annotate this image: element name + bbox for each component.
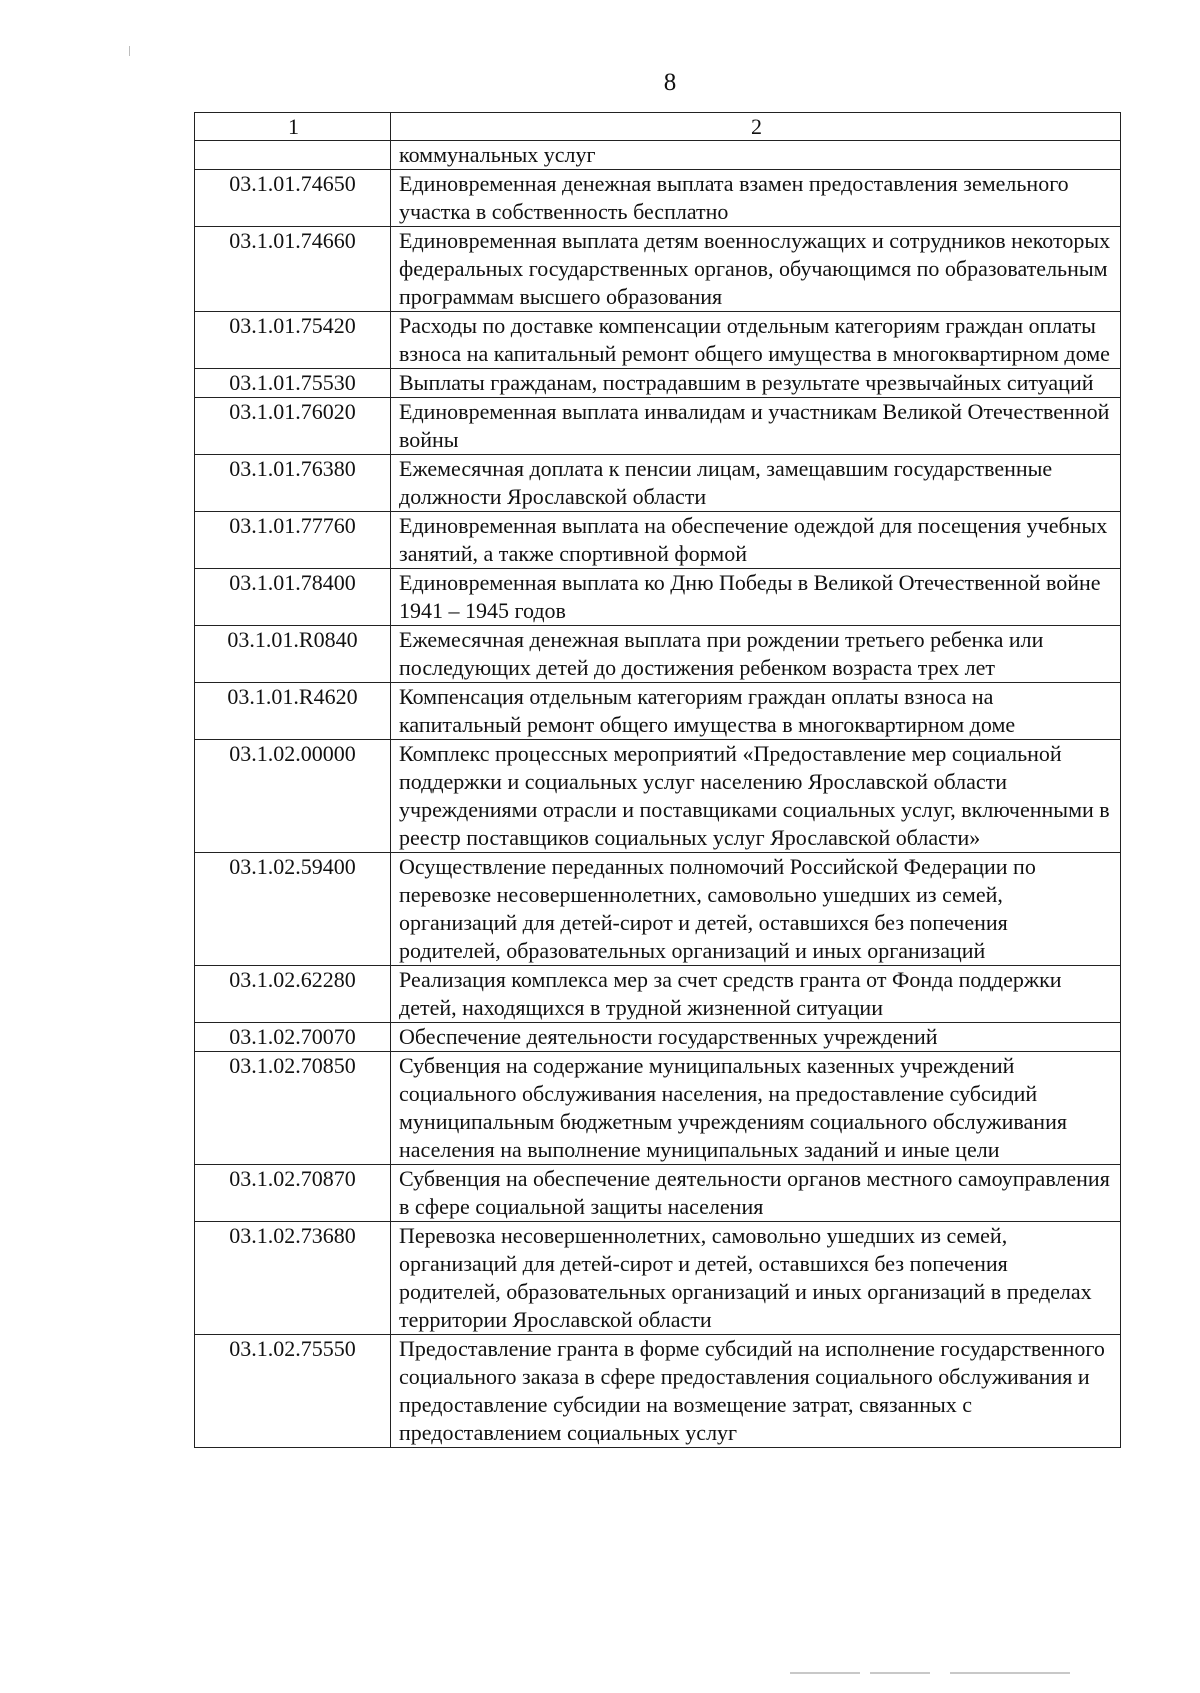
column-header-code: 1: [195, 113, 391, 141]
row-description-cell: Реализация комплекса мер за счет средств гранта от Фонда поддержки детей, находящихся в трудной жизненной ситуации: [391, 966, 1121, 1023]
row-code-cell: 03.1.01.74660: [195, 227, 391, 312]
row-code-cell: 03.1.01.R4620: [195, 683, 391, 740]
row-code-cell: 03.1.02.73680: [195, 1222, 391, 1335]
row-description-cell: Комплекс процессных мероприятий «Предоставление мер социальной поддержки и социальных услуг населению Ярославской области учреждениями отрасли и поставщиками социальных услуг, включенными в реестр поставщиков социальных услуг Ярославской области»: [391, 740, 1121, 853]
table-row: [195, 1023, 1121, 1052]
table-row: [195, 141, 1121, 170]
row-description-cell: Выплаты гражданам, пострадавшим в результате чрезвычайных ситуаций: [391, 369, 1121, 398]
row-code-cell: 03.1.02.70070: [195, 1023, 391, 1052]
table-row: [195, 369, 1121, 398]
budget-classification-table: [194, 112, 1121, 1448]
row-description-cell: Субвенция на обеспечение деятельности органов местного самоуправления в сфере социальной защиты населения: [391, 1165, 1121, 1222]
row-code-cell: 03.1.01.R0840: [195, 626, 391, 683]
column-header-description: 2: [391, 113, 1121, 141]
table-row: [195, 312, 1121, 369]
table-header-row: [195, 113, 1121, 141]
table-row: [195, 1165, 1121, 1222]
table-row: [195, 170, 1121, 227]
table-row: [195, 853, 1121, 966]
row-code-cell: 03.1.02.62280: [195, 966, 391, 1023]
row-code-cell: 03.1.01.75530: [195, 369, 391, 398]
table-row: [195, 398, 1121, 455]
row-description-cell: Компенсация отдельным категориям граждан оплаты взноса на капитальный ремонт общего имущества в многоквартирном доме: [391, 683, 1121, 740]
table-row: [195, 966, 1121, 1023]
row-code-cell: 03.1.02.70870: [195, 1165, 391, 1222]
row-code-cell: 03.1.01.76380: [195, 455, 391, 512]
row-code-cell: 03.1.02.59400: [195, 853, 391, 966]
row-description-cell: Ежемесячная денежная выплата при рождении третьего ребенка или последующих детей до достижения ребенком возраста трех лет: [391, 626, 1121, 683]
table-row: [195, 227, 1121, 312]
row-code-cell: 03.1.01.78400: [195, 569, 391, 626]
row-description-cell: Предоставление гранта в форме субсидий на исполнение государственного социального заказа в сфере предоставления социального обслуживания и предоставление субсидии на возмещение затрат, связанных с предоставлением социальных услуг: [391, 1335, 1121, 1448]
table-row: [195, 683, 1121, 740]
table-row: [195, 512, 1121, 569]
row-code-cell: 03.1.01.76020: [195, 398, 391, 455]
table-row: [195, 1335, 1121, 1448]
row-description-cell: Единовременная выплата инвалидам и участникам Великой Отечественной войны: [391, 398, 1121, 455]
table-row: [195, 626, 1121, 683]
row-code-cell: 03.1.01.74650: [195, 170, 391, 227]
row-description-cell: Расходы по доставке компенсации отдельным категориям граждан оплаты взноса на капитальный ремонт общего имущества в многоквартирном доме: [391, 312, 1121, 369]
row-code-cell: 03.1.01.75420: [195, 312, 391, 369]
row-code-cell: [195, 141, 391, 170]
scan-margin-mark: [129, 46, 130, 56]
scan-bottom-marks: [790, 1672, 1170, 1675]
table-row: [195, 1052, 1121, 1165]
row-description-cell: Единовременная выплата ко Дню Победы в Великой Отечественной войне 1941 – 1945 годов: [391, 569, 1121, 626]
row-description-cell: Единовременная денежная выплата взамен предоставления земельного участка в собственность бесплатно: [391, 170, 1121, 227]
table-row: [195, 569, 1121, 626]
row-code-cell: 03.1.01.77760: [195, 512, 391, 569]
row-description-cell: коммунальных услуг: [391, 141, 1121, 170]
row-description-cell: Ежемесячная доплата к пенсии лицам, замещавшим государственные должности Ярославской области: [391, 455, 1121, 512]
table-row: [195, 740, 1121, 853]
row-code-cell: 03.1.02.00000: [195, 740, 391, 853]
table-body: [195, 113, 1121, 1448]
row-description-cell: Обеспечение деятельности государственных учреждений: [391, 1023, 1121, 1052]
row-description-cell: Субвенция на содержание муниципальных казенных учреждений социального обслуживания населения, на предоставление субсидий муниципальным бюджетным учреждениям социального обслуживания населения на выполнение муниципальных заданий и иные цели: [391, 1052, 1121, 1165]
page-number: 8: [663, 69, 677, 96]
row-code-cell: 03.1.02.70850: [195, 1052, 391, 1165]
table-row: [195, 1222, 1121, 1335]
row-code-cell: 03.1.02.75550: [195, 1335, 391, 1448]
row-description-cell: Единовременная выплата детям военнослужащих и сотрудников некоторых федеральных государственных органов, обучающимся по образовательным программам высшего образования: [391, 227, 1121, 312]
table-row: [195, 455, 1121, 512]
row-description-cell: Осуществление переданных полномочий Российской Федерации по перевозке несовершеннолетних, самовольно ушедших из семей, организаций для детей-сирот и детей, оставшихся без попечения родителей, образовательных организаций и иных организаций: [391, 853, 1121, 966]
row-description-cell: Перевозка несовершеннолетних, самовольно ушедших из семей, организаций для детей-сирот и детей, оставшихся без попечения родителей, образовательных организаций и иных организаций в пределах территории Ярославской области: [391, 1222, 1121, 1335]
row-description-cell: Единовременная выплата на обеспечение одеждой для посещения учебных занятий, а также спортивной формой: [391, 512, 1121, 569]
